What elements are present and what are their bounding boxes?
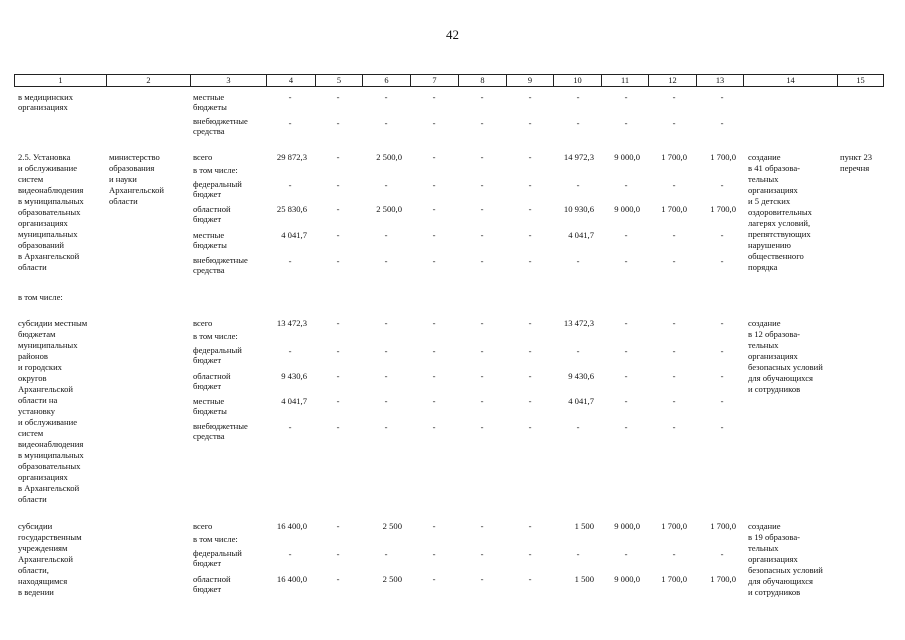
num-cell-col11: - [624, 318, 628, 328]
cell-text: бюджет [193, 355, 222, 365]
cell-text: организациях [748, 554, 798, 564]
num-cell-col13: - [720, 118, 724, 128]
num-cell-col7: - [432, 180, 436, 190]
num-cell-col12: - [672, 318, 676, 328]
cell-text: области [18, 262, 47, 272]
num-cell-col6: - [384, 396, 388, 406]
cell-text: и городских [18, 362, 62, 372]
cell-text: нарушению [748, 240, 791, 250]
cell-text: местные [193, 396, 225, 406]
num-cell-col5: - [336, 92, 340, 102]
cell-text: общественного [748, 251, 804, 261]
num-cell-col8: - [480, 346, 484, 356]
cell-text: министерство [109, 152, 160, 162]
num-cell-col12: 1 700,0 [661, 204, 687, 214]
num-cell-col11: 9 000,0 [614, 574, 640, 584]
num-cell-col11: 9 000,0 [614, 152, 640, 162]
cell-text: в том числе: [193, 165, 238, 175]
cell-text: области [109, 196, 138, 206]
cell-text: муниципальных [18, 229, 78, 239]
num-cell-col7: - [432, 574, 436, 584]
num-cell-col5: - [336, 180, 340, 190]
num-cell-col4: - [288, 346, 292, 356]
cell-text: в том числе: [18, 292, 63, 302]
num-cell-col7: - [432, 396, 436, 406]
num-cell-col8: - [480, 152, 484, 162]
num-cell-col8: - [480, 574, 484, 584]
num-cell-col5: - [336, 422, 340, 432]
header-cell-6: 6 [363, 75, 411, 86]
cell-text: средства [193, 265, 225, 275]
cell-text: тельных [748, 174, 779, 184]
num-cell-col11: - [624, 118, 628, 128]
num-cell-col6: 2 500 [382, 521, 402, 531]
cell-text: систем [18, 428, 44, 438]
cell-text: в 12 образова- [748, 329, 800, 339]
cell-text: бюджет [193, 214, 222, 224]
cell-text: видеонаблюдения [18, 439, 84, 449]
cell-text: в муниципальных [18, 196, 84, 206]
num-cell-col4: - [288, 118, 292, 128]
num-cell-col5: - [336, 396, 340, 406]
num-cell-col7: - [432, 318, 436, 328]
cell-text: систем [18, 174, 44, 184]
num-cell-col12: - [672, 422, 676, 432]
num-cell-col4: - [288, 92, 292, 102]
header-cell-10: 10 [554, 75, 602, 86]
cell-text: перечня [840, 163, 870, 173]
cell-text: всего [193, 521, 213, 531]
cell-text: бюджет [193, 189, 222, 199]
num-cell-col4: 16 400,0 [276, 574, 307, 584]
num-cell-col9: - [528, 521, 532, 531]
header-cell-14: 14 [744, 75, 838, 86]
cell-text: всего [193, 152, 213, 162]
num-cell-col6: - [384, 118, 388, 128]
cell-text: в том числе: [193, 331, 238, 341]
num-cell-col4: 13 472,3 [276, 318, 307, 328]
cell-text: области на [18, 395, 58, 405]
num-cell-col9: - [528, 256, 532, 266]
cell-text: лагерях условий, [748, 218, 811, 228]
num-cell-col8: - [480, 180, 484, 190]
num-cell-col8: - [480, 118, 484, 128]
cell-text: в 41 образова- [748, 163, 800, 173]
num-cell-col10: 4 041,7 [568, 230, 594, 240]
cell-text: бюджеты [193, 240, 227, 250]
cell-text: областной [193, 574, 231, 584]
num-cell-col8: - [480, 318, 484, 328]
num-cell-col8: - [480, 92, 484, 102]
cell-text: государственным [18, 532, 82, 542]
num-cell-col13: - [720, 422, 724, 432]
cell-text: области, [18, 565, 49, 575]
num-cell-col5: - [336, 230, 340, 240]
num-cell-col10: 10 930,6 [563, 204, 594, 214]
num-cell-col4: 25 830,6 [276, 204, 307, 214]
cell-text: всего [193, 318, 213, 328]
num-cell-col11: 9 000,0 [614, 521, 640, 531]
num-cell-col7: - [432, 521, 436, 531]
cell-text: 2.5. Установка [18, 152, 71, 162]
cell-text: находящимся [18, 576, 68, 586]
cell-text: в 19 образова- [748, 532, 800, 542]
num-cell-col11: 9 000,0 [614, 204, 640, 214]
cell-text: образования [109, 163, 155, 173]
cell-text: тельных [748, 543, 779, 553]
cell-text: бюджет [193, 584, 222, 594]
cell-text: для обучающихся [748, 576, 813, 586]
num-cell-col9: - [528, 346, 532, 356]
num-cell-col7: - [432, 152, 436, 162]
cell-text: безопасных условий [748, 362, 823, 372]
num-cell-col10: - [576, 92, 580, 102]
cell-text: препятствующих [748, 229, 811, 239]
num-cell-col10: - [576, 118, 580, 128]
num-cell-col5: - [336, 318, 340, 328]
num-cell-col13: - [720, 180, 724, 190]
num-cell-col10: - [576, 256, 580, 266]
num-cell-col13: - [720, 396, 724, 406]
num-cell-col4: 9 430,6 [281, 371, 307, 381]
cell-text: создание [748, 318, 781, 328]
num-cell-col5: - [336, 346, 340, 356]
num-cell-col9: - [528, 230, 532, 240]
num-cell-col6: - [384, 230, 388, 240]
cell-text: федеральный [193, 179, 242, 189]
cell-text: муниципальных [18, 340, 78, 350]
cell-text: образований [18, 240, 64, 250]
num-cell-col9: - [528, 318, 532, 328]
header-cell-5: 5 [316, 75, 363, 86]
num-cell-col12: - [672, 371, 676, 381]
num-cell-col11: - [624, 256, 628, 266]
num-cell-col8: - [480, 521, 484, 531]
num-cell-col8: - [480, 230, 484, 240]
header-cell-8: 8 [459, 75, 507, 86]
cell-text: бюджет [193, 381, 222, 391]
num-cell-col12: - [672, 230, 676, 240]
num-cell-col5: - [336, 118, 340, 128]
num-cell-col10: 14 972,3 [563, 152, 594, 162]
num-cell-col12: 1 700,0 [661, 152, 687, 162]
num-cell-col5: - [336, 204, 340, 214]
num-cell-col13: - [720, 230, 724, 240]
num-cell-col12: - [672, 549, 676, 559]
cell-text: и сотрудников [748, 587, 801, 597]
num-cell-col6: 2 500,0 [376, 204, 402, 214]
num-cell-col9: - [528, 204, 532, 214]
num-cell-col7: - [432, 92, 436, 102]
num-cell-col10: - [576, 549, 580, 559]
header-cell-12: 12 [649, 75, 697, 86]
header-cell-11: 11 [602, 75, 649, 86]
num-cell-col13: - [720, 346, 724, 356]
num-cell-col9: - [528, 371, 532, 381]
table-header [14, 74, 884, 87]
num-cell-col13: - [720, 92, 724, 102]
cell-text: создание [748, 152, 781, 162]
num-cell-col7: - [432, 256, 436, 266]
cell-text: и сотрудников [748, 384, 801, 394]
num-cell-col5: - [336, 152, 340, 162]
header-cell-4: 4 [267, 75, 316, 86]
cell-text: районов [18, 351, 48, 361]
num-cell-col12: - [672, 118, 676, 128]
cell-text: и 5 детских [748, 196, 791, 206]
num-cell-col12: 1 700,0 [661, 521, 687, 531]
cell-text: в Архангельской [18, 483, 80, 493]
cell-text: в том числе: [193, 534, 238, 544]
num-cell-col11: - [624, 92, 628, 102]
num-cell-col10: - [576, 346, 580, 356]
header-cell-3: 3 [191, 75, 267, 86]
cell-text: местные [193, 92, 225, 102]
num-cell-col11: - [624, 346, 628, 356]
cell-text: и обслуживание [18, 163, 78, 173]
num-cell-col12: - [672, 180, 676, 190]
num-cell-col12: - [672, 92, 676, 102]
cell-text: бюджеты [193, 406, 227, 416]
cell-text: в муниципальных [18, 450, 84, 460]
num-cell-col9: - [528, 396, 532, 406]
cell-text: организациях [748, 351, 798, 361]
num-cell-col4: - [288, 180, 292, 190]
cell-text: федеральный [193, 548, 242, 558]
num-cell-col6: - [384, 346, 388, 356]
cell-text: в Архангельской [18, 251, 80, 261]
cell-text: федеральный [193, 345, 242, 355]
num-cell-col9: - [528, 118, 532, 128]
num-cell-col11: - [624, 422, 628, 432]
num-cell-col8: - [480, 422, 484, 432]
num-cell-col8: - [480, 549, 484, 559]
cell-text: субсидии местным [18, 318, 88, 328]
num-cell-col7: - [432, 549, 436, 559]
num-cell-col7: - [432, 346, 436, 356]
num-cell-col5: - [336, 521, 340, 531]
num-cell-col10: 1 500 [574, 574, 594, 584]
cell-text: Архангельской [18, 384, 73, 394]
num-cell-col6: - [384, 318, 388, 328]
cell-text: Архангельской [18, 554, 73, 564]
num-cell-col6: - [384, 256, 388, 266]
num-cell-col5: - [336, 371, 340, 381]
num-cell-col4: 16 400,0 [276, 521, 307, 531]
num-cell-col11: - [624, 180, 628, 190]
num-cell-col6: - [384, 371, 388, 381]
num-cell-col7: - [432, 422, 436, 432]
cell-text: бюджетам [18, 329, 56, 339]
cell-text: Архангельской [109, 185, 164, 195]
num-cell-col4: 29 872,3 [276, 152, 307, 162]
num-cell-col5: - [336, 256, 340, 266]
num-cell-col9: - [528, 549, 532, 559]
num-cell-col12: - [672, 346, 676, 356]
num-cell-col12: - [672, 396, 676, 406]
cell-text: оздоровительных [748, 207, 812, 217]
num-cell-col11: - [624, 230, 628, 240]
num-cell-col9: - [528, 180, 532, 190]
page-number: 42 [446, 27, 459, 42]
num-cell-col12: 1 700,0 [661, 574, 687, 584]
num-cell-col5: - [336, 574, 340, 584]
cell-text: в ведении [18, 587, 54, 597]
num-cell-col8: - [480, 256, 484, 266]
cell-text: организациях [18, 102, 68, 112]
num-cell-col9: - [528, 574, 532, 584]
num-cell-col13: - [720, 256, 724, 266]
num-cell-col13: - [720, 371, 724, 381]
num-cell-col7: - [432, 371, 436, 381]
cell-text: областной [193, 371, 231, 381]
cell-text: создание [748, 521, 781, 531]
num-cell-col8: - [480, 204, 484, 214]
num-cell-col10: - [576, 422, 580, 432]
cell-text: областной [193, 204, 231, 214]
cell-text: учреждениям [18, 543, 68, 553]
cell-text: для обучающихся [748, 373, 813, 383]
num-cell-col13: 1 700,0 [710, 204, 736, 214]
cell-text: бюджет [193, 558, 222, 568]
cell-text: средства [193, 431, 225, 441]
num-cell-col4: - [288, 256, 292, 266]
cell-text: субсидии [18, 521, 53, 531]
num-cell-col6: - [384, 422, 388, 432]
num-cell-col7: - [432, 230, 436, 240]
num-cell-col8: - [480, 396, 484, 406]
cell-text: средства [193, 126, 225, 136]
cell-text: в медицинских [18, 92, 73, 102]
cell-text: организациях [18, 218, 68, 228]
cell-text: установку [18, 406, 56, 416]
num-cell-col11: - [624, 396, 628, 406]
cell-text: организациях [18, 472, 68, 482]
num-cell-col9: - [528, 92, 532, 102]
num-cell-col13: - [720, 549, 724, 559]
cell-text: внебюджетные [193, 116, 248, 126]
cell-text: внебюджетные [193, 421, 248, 431]
cell-text: видеонаблюдения [18, 185, 84, 195]
cell-text: организациях [748, 185, 798, 195]
header-cell-2: 2 [107, 75, 191, 86]
num-cell-col6: - [384, 92, 388, 102]
num-cell-col7: - [432, 118, 436, 128]
cell-text: безопасных условий [748, 565, 823, 575]
num-cell-col13: - [720, 318, 724, 328]
header-cell-13: 13 [697, 75, 744, 86]
num-cell-col6: 2 500,0 [376, 152, 402, 162]
num-cell-col6: 2 500 [382, 574, 402, 584]
header-cell-1: 1 [15, 75, 107, 86]
num-cell-col4: - [288, 422, 292, 432]
cell-text: тельных [748, 340, 779, 350]
num-cell-col12: - [672, 256, 676, 266]
cell-text: округов [18, 373, 47, 383]
num-cell-col5: - [336, 549, 340, 559]
cell-text: и науки [109, 174, 137, 184]
num-cell-col9: - [528, 422, 532, 432]
num-cell-col4: 4 041,7 [281, 230, 307, 240]
num-cell-col10: 9 430,6 [568, 371, 594, 381]
cell-text: образовательных [18, 207, 81, 217]
cell-text: пункт 23 [840, 152, 873, 162]
num-cell-col9: - [528, 152, 532, 162]
num-cell-col11: - [624, 549, 628, 559]
cell-text: и обслуживание [18, 417, 78, 427]
num-cell-col10: 4 041,7 [568, 396, 594, 406]
num-cell-col6: - [384, 549, 388, 559]
num-cell-col10: - [576, 180, 580, 190]
header-cell-9: 9 [507, 75, 554, 86]
num-cell-col8: - [480, 371, 484, 381]
cell-text: образовательных [18, 461, 81, 471]
num-cell-col11: - [624, 371, 628, 381]
num-cell-col13: 1 700,0 [710, 152, 736, 162]
num-cell-col13: 1 700,0 [710, 574, 736, 584]
num-cell-col10: 13 472,3 [563, 318, 594, 328]
cell-text: внебюджетные [193, 255, 248, 265]
cell-text: порядка [748, 262, 778, 272]
cell-text: местные [193, 230, 225, 240]
num-cell-col4: 4 041,7 [281, 396, 307, 406]
num-cell-col7: - [432, 204, 436, 214]
num-cell-col13: 1 700,0 [710, 521, 736, 531]
header-cell-15: 15 [856, 76, 865, 85]
num-cell-col4: - [288, 549, 292, 559]
cell-text: бюджеты [193, 102, 227, 112]
num-cell-col6: - [384, 180, 388, 190]
num-cell-col10: 1 500 [574, 521, 594, 531]
header-cell-7: 7 [411, 75, 459, 86]
cell-text: области [18, 494, 47, 504]
